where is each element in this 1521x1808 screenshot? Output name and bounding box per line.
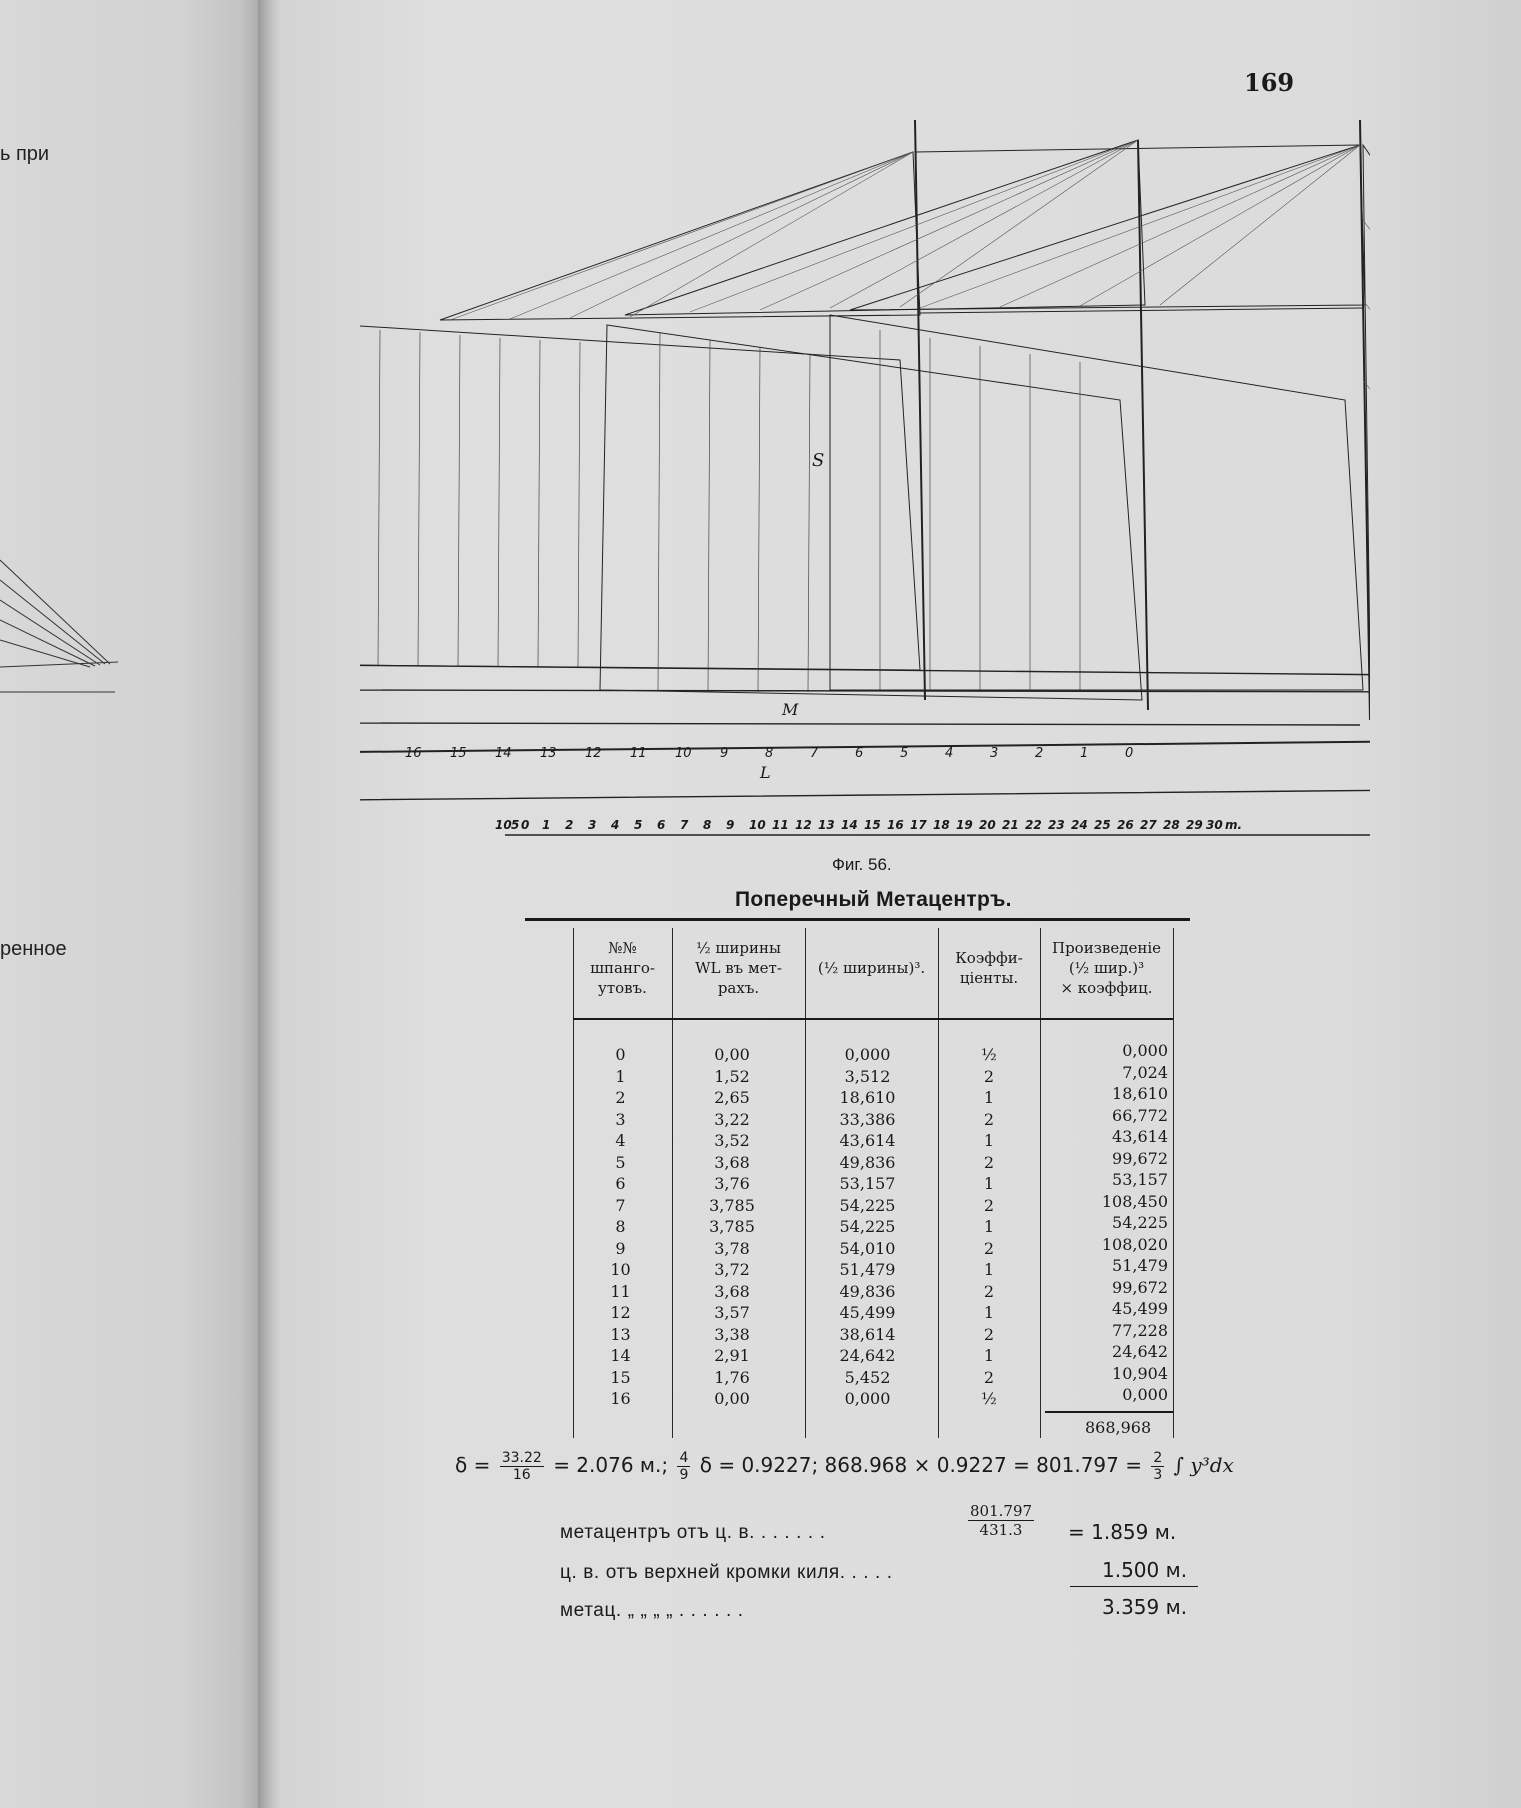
col-station [573, 1044, 668, 1410]
table-cell: 15 [610, 1367, 631, 1387]
table-cell: 2,91 [714, 1346, 750, 1365]
station-label: 16 [405, 746, 422, 761]
table-cell: 49,836 [839, 1152, 896, 1172]
table-cell: 1 [983, 1303, 995, 1322]
table-cell: 10,904 [1112, 1363, 1168, 1383]
scale-label: 24 [1071, 818, 1088, 832]
scale-label: 23 [1048, 818, 1065, 832]
table-cell: 99,672 [1112, 1148, 1168, 1168]
scale-label: 21 [1002, 818, 1019, 832]
table-total: 868,968 [1085, 1418, 1152, 1437]
table-cell: 2 [983, 1281, 995, 1301]
header-rule [573, 1018, 1173, 1020]
table-cell: 3,785 [709, 1217, 755, 1236]
fraction: $\frac{4}{9}$ [679, 1450, 689, 1483]
scale-label: 20 [979, 818, 996, 832]
table-cell: 3,57 [714, 1303, 750, 1322]
scale-label: 5 [511, 818, 520, 832]
station-label: 11 [630, 746, 647, 761]
table-cell: 1 [983, 1131, 995, 1150]
result-value: 1.500 м. [1102, 1558, 1188, 1582]
fraction: $\frac{2}{3}$ [1153, 1450, 1163, 1483]
scale-label: 15 [864, 818, 881, 832]
table-cell: 49,836 [839, 1281, 896, 1301]
fraction: $\frac{801.797}{431.3}$ [970, 1502, 1033, 1539]
formula-part: 868.968 × 0.9227 = 801.797 = [824, 1453, 1142, 1477]
figure-caption: Фиг. 56. [832, 855, 892, 874]
table-cell: 54,225 [839, 1195, 896, 1215]
scale-label: 29 [1186, 818, 1203, 832]
scale-unit: m. [1225, 818, 1243, 832]
table-cell: 0,00 [714, 1045, 750, 1064]
table-cell: 3,76 [714, 1174, 750, 1193]
sail-fore [360, 325, 920, 670]
station-label: 3 [990, 746, 999, 761]
table-cell: 43,614 [839, 1131, 896, 1150]
scale-label: 1 [542, 818, 551, 832]
station-label: 14 [495, 746, 512, 761]
table-cell: 12 [610, 1303, 631, 1322]
result-value: 3.359 м. [1102, 1595, 1188, 1619]
table-cell: 0,00 [714, 1389, 750, 1408]
scale-label: 0 [521, 818, 530, 832]
marker-s: S [812, 450, 825, 471]
scale-label: 26 [1117, 818, 1134, 832]
table-cell: 16 [610, 1389, 631, 1408]
table-cell: 2 [983, 1367, 995, 1387]
header-half-width: ½ ширины WL въ мет- рахъ. [695, 939, 782, 997]
table-cell: 3,22 [714, 1109, 750, 1129]
table-cell: 2 [983, 1152, 995, 1172]
table-cell: 51,479 [1112, 1256, 1168, 1275]
marker-l: L [760, 763, 771, 782]
table-cell: 4 [615, 1131, 626, 1150]
scale-label: 9 [726, 818, 735, 832]
sail-mizzen [830, 315, 1363, 690]
table-cell: 53,157 [1112, 1170, 1168, 1189]
scale-label: 13 [818, 818, 835, 832]
table-cell: 3,68 [714, 1281, 750, 1301]
table-cell: 3,72 [714, 1260, 750, 1279]
table-cell: 0,000 [1122, 1041, 1168, 1060]
book-spine [258, 0, 284, 1808]
mast-mizzen [1360, 120, 1370, 720]
delta-symbol: δ [455, 1453, 468, 1477]
table-cell: 1,52 [714, 1066, 750, 1086]
table-cell: 0 [615, 1045, 626, 1064]
scale-label: 8 [703, 818, 712, 832]
col-product [1040, 1040, 1168, 1406]
scale-label: 10 [749, 818, 766, 832]
table-cell: 54,225 [1112, 1213, 1168, 1232]
station-label: 13 [540, 746, 557, 761]
table-cell: 14 [610, 1346, 631, 1365]
table-cell: 24,642 [1112, 1342, 1168, 1361]
table-top-rule [525, 918, 1190, 921]
scale-label: 14 [841, 818, 858, 832]
left-page [0, 0, 262, 1808]
scale-label: 30 [1206, 818, 1223, 832]
table-cell: 53,157 [839, 1174, 896, 1193]
scale-label: 17 [910, 818, 927, 832]
station-label: 12 [585, 746, 602, 761]
header-coefficient: Коэффи- ціенты. [955, 949, 1023, 987]
table-cell: 13 [610, 1324, 631, 1344]
table-cell: ½ [981, 1389, 997, 1408]
table-cell: 2 [983, 1324, 995, 1344]
col-coefficient [938, 1044, 1040, 1410]
scale-label: 28 [1163, 818, 1180, 832]
table-cell: 0,000 [844, 1045, 891, 1064]
table-cell: 1 [615, 1066, 626, 1086]
metacenter-table [525, 918, 1190, 1448]
left-page-fragment: ренное [0, 938, 67, 960]
table-cell: 108,450 [1101, 1191, 1168, 1211]
table-cell: 45,499 [1112, 1299, 1168, 1318]
integral-expression: ∫ y³dx [1173, 1453, 1234, 1477]
station-label: 4 [945, 746, 954, 761]
result-label: ц. в. отъ верхней кромки киля. . . . . [560, 1562, 893, 1583]
marker-m: M [782, 700, 799, 719]
station-label: 2 [1035, 746, 1044, 761]
table-cell: 99,672 [1112, 1277, 1168, 1297]
hull [360, 660, 1370, 800]
scale-label: 16 [887, 818, 904, 832]
table-cell: 2 [983, 1195, 995, 1215]
scale-label: 22 [1025, 818, 1042, 832]
table-cell: 18,610 [839, 1088, 896, 1107]
table-cell: 7,024 [1122, 1062, 1168, 1082]
ship-drawing [360, 100, 1370, 850]
table-cell: 3,785 [709, 1195, 755, 1215]
scale-label: 10 [495, 818, 512, 832]
col-half-width [672, 1044, 792, 1410]
scale-label: 3 [588, 818, 597, 832]
table-cell: 38,614 [839, 1324, 896, 1344]
sail-main [600, 325, 1142, 700]
station-label: 9 [720, 746, 729, 761]
table-cell: 3,78 [714, 1238, 750, 1258]
scale-label: 19 [956, 818, 973, 832]
fraction: $\frac{33.22}{16}$ [501, 1450, 542, 1483]
table-cell: 66,772 [1112, 1105, 1168, 1125]
left-page-fragment: ь при [0, 143, 50, 165]
station-label: 15 [450, 746, 467, 761]
table-cell: 1 [983, 1174, 995, 1193]
scale-label: 12 [795, 818, 812, 832]
sum-rule [1070, 1586, 1198, 1587]
table-cell: 6 [615, 1174, 626, 1193]
page-number: 169 [1244, 68, 1295, 97]
table-cell: 3,512 [844, 1066, 891, 1086]
table-cell: 3,52 [714, 1131, 750, 1150]
table-cell: 5,452 [844, 1367, 891, 1387]
table-cell: 10 [610, 1260, 631, 1279]
scale-label: 4 [611, 818, 620, 832]
station-label: 8 [765, 746, 774, 761]
scale-label: 11 [772, 818, 789, 832]
station-label: 5 [900, 746, 909, 761]
table-cell: 1,76 [714, 1367, 750, 1387]
table-cell: ½ [981, 1045, 997, 1064]
table-cell: 43,614 [1112, 1127, 1168, 1146]
scale-label: 2 [565, 818, 574, 832]
table-cell: 2 [983, 1109, 995, 1129]
table-cell: 108,020 [1101, 1234, 1168, 1254]
table-cell: 8 [615, 1217, 626, 1236]
table-cell: 0,000 [1122, 1385, 1168, 1404]
table-cell: 0,000 [844, 1389, 891, 1408]
table-cell: 54,010 [839, 1238, 896, 1258]
station-label: 6 [855, 746, 864, 761]
table-cell: 1 [983, 1260, 995, 1279]
table-cell: 2 [983, 1238, 995, 1258]
station-label: 1 [1080, 746, 1089, 761]
table-cell: 1 [983, 1346, 995, 1365]
table-cell: 2,65 [714, 1088, 750, 1107]
left-ship-fragment [0, 540, 120, 740]
scale-label: 18 [933, 818, 950, 832]
scale-label: 5 [634, 818, 643, 832]
scale-label: 7 [680, 818, 689, 832]
table-cell: 77,228 [1112, 1320, 1168, 1340]
table-cell: 18,610 [1112, 1084, 1168, 1103]
table-cell: 1 [983, 1217, 995, 1236]
table-cell: 11 [610, 1281, 631, 1301]
table-cell: 3,68 [714, 1152, 750, 1172]
result-label: метац. „ „ „ „ . . . . . . [560, 1600, 744, 1621]
station-label: 0 [1125, 746, 1134, 761]
table-cell: 51,479 [839, 1260, 896, 1279]
table-cell: 7 [615, 1195, 626, 1215]
scale-label: 25 [1094, 818, 1111, 832]
table-title: Поперечный Метацентръ. [735, 888, 1012, 911]
table-cell: 24,642 [839, 1346, 896, 1365]
total-rule [1045, 1411, 1173, 1413]
table-vline [1173, 928, 1174, 1438]
station-label: 7 [810, 746, 819, 761]
table-cell: 9 [615, 1238, 626, 1258]
table-cell: 3 [615, 1109, 626, 1129]
scale-label: 27 [1140, 818, 1157, 832]
table-cell: 54,225 [839, 1217, 896, 1236]
formula-part: δ = 0.9227; [699, 1453, 819, 1477]
metacenter-formula [455, 1450, 1315, 1510]
header-product: Произведеніе (½ шир.)³ × коэффиц. [1052, 939, 1161, 997]
table-cell: 33,386 [839, 1109, 896, 1129]
header-station: №№ шпанго- утовъ. [590, 939, 655, 997]
station-label: 10 [675, 746, 692, 761]
table-cell: 2 [983, 1066, 995, 1086]
table-cell: 3,38 [714, 1324, 750, 1344]
col-cube [805, 1044, 930, 1410]
formula-part: = 2.076 м.; [553, 1453, 669, 1477]
scale-label: 6 [657, 818, 666, 832]
table-cell: 45,499 [839, 1303, 896, 1322]
table-cell: 2 [615, 1088, 626, 1107]
result-label: метацентръ отъ ц. в. . . . . . . [560, 1522, 826, 1543]
result-value: = 1.859 м. [1068, 1520, 1177, 1544]
table-cell: 5 [615, 1152, 626, 1172]
header-cube: (½ ширины)³. [817, 959, 926, 977]
table-cell: 1 [983, 1088, 995, 1107]
equals-sign: = [473, 1453, 491, 1477]
